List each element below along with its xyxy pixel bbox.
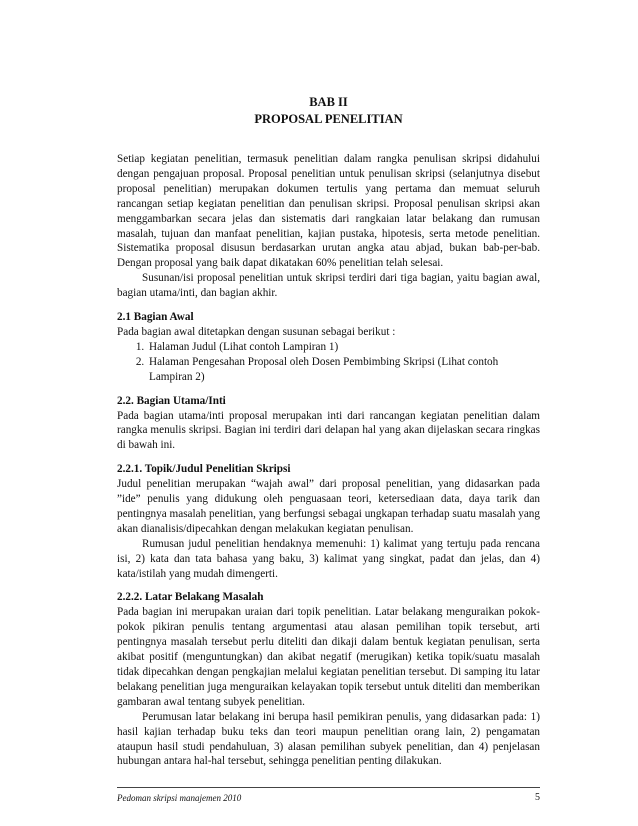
section-awal-text: Pada bagian awal ditetapkan dengan susunan sebagai berikut :	[117, 325, 396, 338]
intro-paragraph: Setiap kegiatan penelitian, termasuk penelitian dalam rangka penulisan skripsi didahului dengan pengajuan proposal. Proposal penelitian untuk penulisan skripsi (selanjutnya disebut proposal penelitian) merupakan dokumen tertulis yang pertama dan memuat seluruh rancangan setiap kegiatan penelitian dan penulisan skripsi. Proposal penulisan skripsi akan menggambarkan secara jelas dan sistematis dari rangkaian latar belakang dan rumusan masalah, tujuan dan manfaat penelitian, kajian pustaka, hipotesis, serta metode penelitian. Sistematika proposal disusun berdasarkan urutan angka atau abjad, bukan bab-per-bab. Dengan proposal yang baik dapat dikatakan 60% penelitian telah selesai.	[117, 153, 540, 270]
section-latar-paragraph-2: Perumusan latar belakang ini berupa hasil pemikiran penulis, yang didasarkan pada: 1) hasil kajian terhadap buku teks dan teori maupun penelitian orang lain, 2) pengamatan ataupun hasil studi pendahuluan, 3) alasan pemilihan subyek penelitian, dan 4) penjelasan hubungan antara hal-hal tersebut, sehingga penelitian penting dilakukan.	[117, 710, 540, 768]
list-item: 1. Halaman Judul (Lihat contoh Lampiran 1)	[147, 340, 540, 355]
section-topik-paragraph-2: Rumusan judul penelitian hendaknya memenuhi: 1) kalimat yang tertuju pada rencana isi, 2) kata dan tata bahasa yang baku, 3) kalimat yang singkat, padat dan jelas, dan 4) kata/istilah yang mudah dimengerti.	[117, 537, 540, 580]
footer-document-title: Pedoman skripsi manajemen 2010	[117, 793, 242, 803]
section-awal-list	[117, 340, 540, 385]
section-topik-paragraph: Judul penelitian merupakan “wajah awal” dari proposal penelitian, yang didasarkan pada ”ide” penulis yang didukung oleh penguasaan teori, ketersediaan data, daya tarik dan pentingnya masalah penelitian, yang berfungsi sebagai ungkapan terhadap suatu masalah yang akan dianalisis/dipecahkan dengan melakukan kegiatan penulisan.	[117, 478, 540, 535]
intro-paragraph-2: Susunan/isi proposal penelitian untuk skripsi terdiri dari tiga bagian, yaitu bagian awal, bagian utama/inti, dan bagian akhir.	[117, 272, 540, 300]
chapter-title: PROPOSAL PENELITIAN	[254, 112, 403, 126]
section-heading-latar: 2.2.2. Latar Belakang Masalah	[117, 591, 264, 604]
page-number: 5	[535, 792, 540, 803]
chapter-number: BAB II	[309, 95, 348, 109]
section-heading-utama: 2.2. Bagian Utama/Inti	[117, 394, 226, 407]
section-latar-paragraph: Pada bagian ini merupakan uraian dari topik penelitian. Latar belakang menguraikan pokok-pokok pikiran penulis tentang argumentasi atau alasan pemilihan topik tersebut, arti pentingnya masalah tersebut perlu diteliti dan dikaji dalam bentuk kegiatan penulisan, serta akibat positif (menguntungkan) dan akibat negatif (merugikan) ketika topik/suatu masalah tidak dipecahkan dengan pengkajian melalui kegiatan penelitian tersebut. Di samping itu latar belakang penelitian juga menguraikan kelayakan topik tersebut untuk diteliti dan memberikan gambaran awal tentang subyek penelitian.	[117, 606, 540, 708]
section-heading-topik: 2.2.1. Topik/Judul Penelitian Skripsi	[117, 463, 291, 476]
page-footer	[117, 787, 540, 804]
section-utama-text: Pada bagian utama/inti proposal merupakan inti dari rancangan kegiatan penelitian dalam rangka menulis skripsi. Bagian ini terdiri dari delapan hal yang akan dijelaskan secara ringkas di bawah ini.	[117, 409, 540, 452]
section-heading-awal: 2.1 Bagian Awal	[117, 311, 194, 324]
list-item: 2. Halaman Pengesahan Proposal oleh Dosen Pembimbing Skripsi (Lihat contoh Lampiran 2)	[147, 355, 540, 385]
document-body	[117, 152, 540, 769]
chapter-header	[117, 94, 540, 128]
